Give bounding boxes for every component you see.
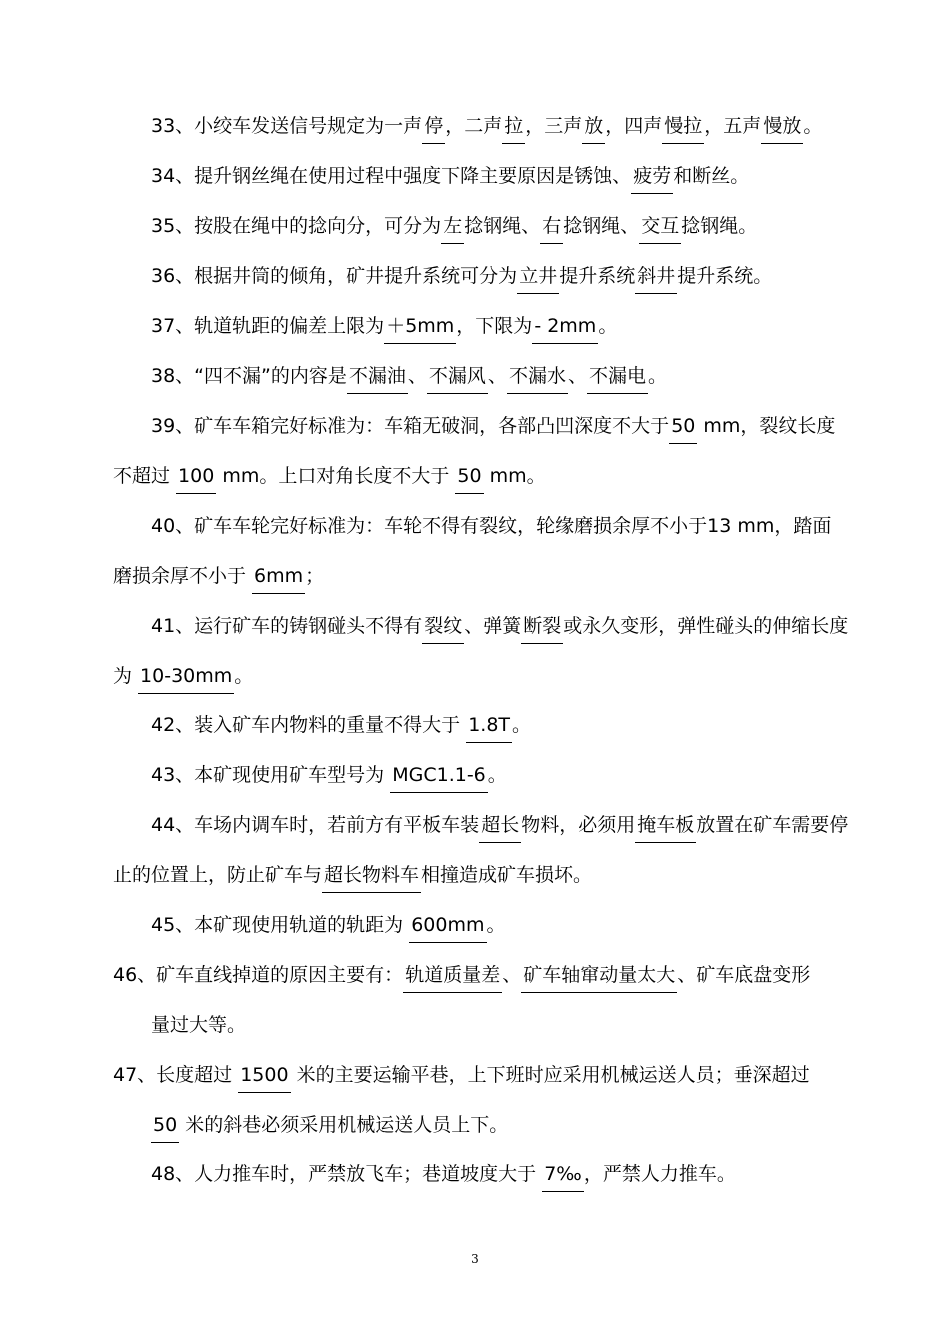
answer-blank: 600mm — [409, 912, 486, 943]
answer-blank: 50 — [151, 1112, 179, 1143]
text-segment: ，严禁人力推车。 — [583, 1163, 736, 1185]
answer-blank: 7‰ — [542, 1161, 584, 1192]
text-segment: mm。 — [483, 465, 546, 487]
text-segment: ，五声 — [704, 115, 762, 137]
text-segment: 或永久变形，弹性碰头的伸缩长度 — [563, 615, 849, 637]
text-segment: 止的位置上，防止矿车与 — [113, 864, 323, 886]
text-segment: 、矿车底盘变形 — [677, 964, 811, 986]
answer-blank: 50 — [669, 413, 697, 444]
answer-blank: 斜井 — [635, 263, 677, 294]
text-line — [151, 762, 507, 788]
answer-blank: 停 — [422, 113, 445, 144]
text-segment: 量过大等。 — [151, 1014, 247, 1036]
text-line — [113, 862, 592, 888]
answer-blank: 不漏油 — [347, 363, 408, 394]
answer-blank: 裂纹 — [422, 613, 464, 644]
text-segment: 、弹簧 — [464, 615, 522, 637]
text-segment: 。 — [598, 315, 618, 337]
text-segment: 捻钢绳、 — [563, 215, 640, 237]
text-segment: 46、矿车直线掉道的原因主要有： — [113, 964, 404, 986]
text-segment: 、 — [487, 365, 507, 387]
text-segment: 物料，必须用 — [521, 814, 636, 836]
text-segment: 43、本矿现使用矿车型号为 — [151, 764, 391, 786]
answer-blank: 1.8T — [466, 712, 512, 743]
text-segment: 33、小绞车发送信号规定为一声 — [151, 115, 423, 137]
answer-blank: 100 — [176, 463, 216, 494]
page-number: 3 — [471, 1252, 479, 1266]
text-segment: 、 — [407, 365, 427, 387]
text-line — [113, 563, 324, 589]
answer-blank: - 2mm — [532, 313, 598, 344]
text-segment: mm。上口对角长度不大于 — [216, 465, 456, 487]
text-line — [151, 113, 822, 139]
text-line — [151, 363, 667, 389]
text-segment: 磨损余厚不小于 — [113, 565, 253, 587]
text-segment: 、 — [502, 964, 522, 986]
text-segment: 。 — [803, 115, 823, 137]
text-line — [151, 912, 506, 938]
text-line — [151, 313, 617, 339]
text-segment: ，下限为 — [456, 315, 533, 337]
text-line — [151, 513, 831, 539]
text-line — [151, 1112, 508, 1138]
answer-blank: 不漏水 — [507, 363, 568, 394]
text-line — [151, 1161, 736, 1187]
text-segment: 米的斜巷必须采用机械运送人员上下。 — [179, 1114, 509, 1136]
text-line — [113, 663, 253, 689]
answer-blank: 疲劳 — [631, 163, 673, 194]
answer-blank: 右 — [540, 213, 563, 244]
text-segment: 。 — [487, 764, 507, 786]
text-segment: ，四声 — [605, 115, 663, 137]
text-line — [113, 962, 810, 988]
answer-blank: 慢放 — [761, 113, 803, 144]
answer-blank: 不漏风 — [427, 363, 488, 394]
answer-blank: 10-30mm — [138, 663, 234, 694]
text-segment: 捻钢绳、 — [464, 215, 541, 237]
answer-blank: 轨道质量差 — [403, 962, 502, 993]
answer-blank: 不漏电 — [587, 363, 648, 394]
text-segment: 38、“四不漏”的内容是 — [151, 365, 347, 387]
answer-blank: MGC1.1-6 — [390, 762, 488, 793]
text-segment: 。 — [486, 914, 506, 936]
answer-blank: 交互 — [639, 213, 681, 244]
text-segment: 47、长度超过 — [113, 1064, 239, 1086]
answer-blank: 立井 — [517, 263, 559, 294]
text-segment: 、 — [567, 365, 587, 387]
text-segment: 。 — [512, 714, 532, 736]
text-segment: 相撞造成矿车损坏。 — [421, 864, 593, 886]
text-segment: 40、矿车车轮完好标准为：车轮不得有裂纹，轮缘磨损余厚不小于13 mm，踏面 — [151, 515, 832, 537]
text-line — [151, 613, 848, 639]
text-segment: 36、根据井筒的倾角，矿井提升系统可分为 — [151, 265, 518, 287]
text-segment: 捻钢绳。 — [681, 215, 758, 237]
answer-blank: 超长物料车 — [322, 862, 421, 893]
text-segment: 放置在矿车需要停 — [696, 814, 849, 836]
text-segment: 。 — [647, 365, 667, 387]
answer-blank: 50 — [455, 463, 483, 494]
text-segment: 41、运行矿车的铸钢碰头不得有 — [151, 615, 423, 637]
text-line — [151, 712, 531, 738]
text-segment: 和断丝。 — [673, 165, 750, 187]
text-line — [151, 812, 848, 838]
text-segment: 37、轨道轨距的偏差上限为 — [151, 315, 385, 337]
text-segment: mm，裂纹长度 — [697, 415, 836, 437]
text-segment: ，二声 — [445, 115, 503, 137]
answer-blank: 超长 — [479, 812, 521, 843]
text-segment: 提升系统 — [559, 265, 636, 287]
text-segment: 米的主要运输平巷，上下班时应采用机械运送人员；垂深超过 — [290, 1064, 810, 1086]
text-segment: 34、提升钢丝绳在使用过程中强度下降主要原因是锈蚀、 — [151, 165, 632, 187]
answer-blank: 6mm — [252, 563, 305, 594]
text-segment: 39、矿车车箱完好标准为：车箱无破洞，各部凸凹深度不大于 — [151, 415, 670, 437]
text-line — [113, 463, 546, 489]
answer-blank: 断裂 — [521, 613, 563, 644]
text-segment: 48、人力推车时，严禁放飞车；巷道坡度大于 — [151, 1163, 543, 1185]
text-segment: 45、本矿现使用轨道的轨距为 — [151, 914, 410, 936]
text-line — [151, 163, 749, 189]
text-line — [151, 213, 757, 239]
answer-blank: 拉 — [502, 113, 525, 144]
text-line — [113, 1062, 810, 1088]
answer-blank: 放 — [582, 113, 605, 144]
text-segment: 不超过 — [113, 465, 177, 487]
text-segment: 35、按股在绳中的捻向分，可分为 — [151, 215, 442, 237]
answer-blank: 矿车轴窜动量太大 — [521, 962, 677, 993]
text-segment: 提升系统。 — [677, 265, 773, 287]
text-line — [151, 263, 772, 289]
text-segment: 。 — [234, 665, 254, 687]
answer-blank: 掩车板 — [635, 812, 696, 843]
answer-blank: 慢拉 — [662, 113, 704, 144]
text-segment: 44、车场内调车时，若前方有平板车装 — [151, 814, 480, 836]
answer-blank: ＋5mm — [384, 313, 456, 344]
text-segment: 42、装入矿车内物料的重量不得大于 — [151, 714, 467, 736]
text-segment: ，三声 — [525, 115, 583, 137]
text-segment: ； — [305, 565, 325, 587]
text-segment: 为 — [113, 665, 139, 687]
text-line — [151, 1012, 246, 1038]
answer-blank: 1500 — [238, 1062, 290, 1093]
text-line — [151, 413, 835, 439]
answer-blank: 左 — [441, 213, 464, 244]
